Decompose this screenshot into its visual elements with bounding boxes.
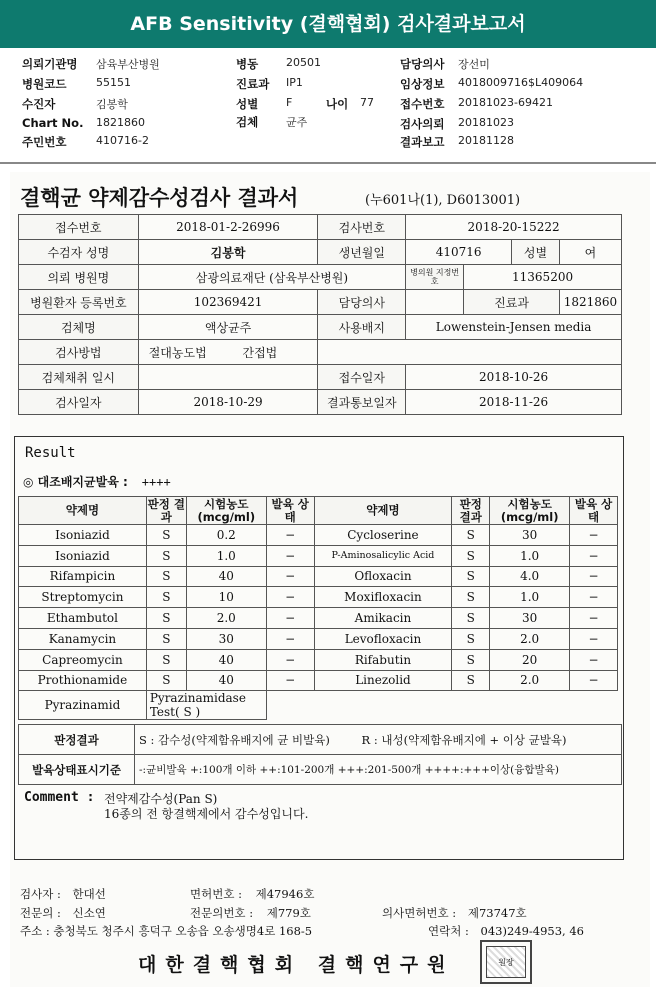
table-row: [19, 525, 618, 546]
header-value: 균주: [286, 116, 308, 129]
footer-value: 043)249-4953, 46: [480, 924, 584, 938]
table-row: [19, 340, 622, 365]
table-row: [19, 315, 622, 340]
drug-concentration: 1.0: [186, 545, 266, 566]
header-label: 수진자: [22, 97, 56, 111]
drug-judgement: S: [452, 608, 490, 629]
header-value: F: [286, 96, 293, 109]
drug-name: Rifabutin: [314, 649, 452, 670]
comment-block: [24, 790, 309, 821]
info-value: 김봉학: [138, 240, 318, 265]
drug-judgement: S: [452, 566, 490, 587]
drug-concentration: 30: [490, 608, 570, 629]
drug-name: Kanamycin: [19, 628, 147, 649]
drug-concentration: 40: [186, 670, 266, 691]
table-row: [19, 215, 622, 240]
criteria-s: S : 감수성(약제함유배지에 균 비발육): [139, 732, 330, 747]
header-label: 진료과: [236, 77, 270, 91]
header-label: 검체: [236, 115, 259, 129]
drug-name: P-Aminosalicylic Acid: [314, 545, 452, 566]
method-absolute: 절대농도법: [148, 345, 207, 360]
info-label: 검사방법: [19, 340, 139, 365]
drug-name: Pyrazinamid: [19, 691, 147, 720]
table-header-row: [19, 497, 618, 525]
table-row: [19, 628, 618, 649]
control-growth-value: ++++: [141, 475, 171, 489]
drug-judgement: S: [146, 587, 186, 608]
info-value: 여: [559, 240, 621, 265]
drug-growth: −: [570, 670, 618, 691]
drug-concentration: 1.0: [490, 545, 570, 566]
table-row: [19, 290, 622, 315]
header-label: 병동: [236, 57, 259, 71]
footer-label: 의사면허번호 :: [382, 906, 457, 920]
drug-growth: −: [266, 628, 314, 649]
drug-concentration: 30: [490, 525, 570, 546]
drug-name: Isoniazid: [19, 545, 147, 566]
table-row: [19, 390, 622, 415]
footer-spec-no: [190, 905, 311, 921]
drug-concentration: 20: [490, 649, 570, 670]
info-value: [138, 340, 318, 365]
report-code: (누601나(1), D6013001): [365, 193, 521, 208]
drug-judgement: S: [146, 545, 186, 566]
footer-value: 제47946호: [255, 887, 315, 901]
header-label: 임상정보: [400, 77, 445, 91]
drug-name: Linezolid: [314, 670, 452, 691]
drug-name: Capreomycin: [19, 649, 147, 670]
info-label: 생년월일: [318, 240, 406, 265]
footer-doctor-license: [382, 905, 527, 921]
header-value: 김봉학: [96, 98, 128, 111]
drug-name: Streptomycin: [19, 587, 147, 608]
drug-name: Isoniazid: [19, 525, 147, 546]
drug-judgement: S: [146, 525, 186, 546]
comment-line: 16종의 전 항결핵제에서 감수성입니다.: [104, 807, 309, 821]
drug-growth: −: [570, 628, 618, 649]
header-value: 410716-2: [96, 134, 149, 147]
drug-growth: −: [570, 608, 618, 629]
table-row: [19, 566, 618, 587]
header-label: 접수번호: [400, 97, 445, 111]
info-value: 2018-10-26: [406, 365, 622, 390]
method-indirect: 간접법: [242, 345, 278, 360]
table-row: [19, 691, 618, 720]
header-value: 55151: [96, 76, 131, 89]
comment-line: 전약제감수성(Pan S): [104, 792, 218, 806]
header-label: 검사의뢰: [400, 117, 445, 131]
header-value: 삼육부산병원: [96, 58, 160, 71]
drug-concentration: 40: [186, 649, 266, 670]
drug-judgement: S: [452, 545, 490, 566]
footer-label: 면허번호 :: [190, 887, 242, 901]
header-label: 나이: [326, 97, 349, 111]
footer-label: 연락처 :: [428, 924, 469, 938]
info-value: 액상균주: [138, 315, 318, 340]
table-row: [19, 545, 618, 566]
drug-name: Prothionamide: [19, 670, 147, 691]
drug-judgement: S: [146, 608, 186, 629]
drug-judgement: S: [146, 649, 186, 670]
drug-concentration: 1.0: [490, 587, 570, 608]
table-row: [19, 670, 618, 691]
control-growth: [23, 473, 171, 490]
table-row: [19, 725, 622, 755]
drug-name: Ofloxacin: [314, 566, 452, 587]
drug-judgement: S: [146, 670, 186, 691]
header-value: 1821860: [96, 116, 145, 129]
order-header: [0, 52, 656, 162]
info-value: 410716: [406, 240, 512, 265]
drug-growth: −: [266, 649, 314, 670]
drug-growth: −: [570, 566, 618, 587]
drug-growth: −: [570, 525, 618, 546]
col-conc: 시험농도 (mcg/ml): [490, 497, 570, 525]
control-growth-label: ◎ 대조배지균발육 :: [23, 475, 128, 489]
comment-label: Comment :: [24, 790, 95, 805]
institution-name: 대한결핵협회 결핵연구원: [138, 954, 455, 976]
drug-name: Cycloserine: [314, 525, 452, 546]
table-row: [19, 587, 618, 608]
header-value: 20181023: [458, 116, 514, 129]
info-value: 2018-01-2-26996: [138, 215, 318, 240]
drug-growth: −: [266, 587, 314, 608]
info-label: 검체채취 일시: [19, 365, 139, 390]
header-value: 장선미: [458, 58, 490, 71]
col-judge: 판정 결과: [452, 497, 490, 525]
footer-value: 제73747호: [467, 906, 527, 920]
header-label: Chart No.: [22, 116, 84, 130]
table-row: [19, 365, 622, 390]
drug-name: Moxifloxacin: [314, 587, 452, 608]
info-value: Lowenstein-Jensen media: [406, 315, 622, 340]
criteria-label: 판정결과: [19, 725, 135, 755]
footer-examiner: [20, 886, 106, 902]
info-value: 1821860: [559, 290, 621, 315]
header-divider: [0, 162, 656, 164]
col-judge: 판정 결과: [147, 496, 185, 524]
table-row: [19, 755, 622, 785]
header-label: 담당의사: [400, 57, 445, 71]
info-value: 2018-11-26: [406, 390, 622, 415]
info-label: 접수일자: [318, 365, 406, 390]
scanned-report: [10, 172, 650, 987]
drug-concentration: 2.0: [490, 628, 570, 649]
drug-concentration: 40: [186, 566, 266, 587]
header-value: 20181023-69421: [458, 96, 553, 109]
info-label: 수검자 성명: [19, 240, 139, 265]
criteria-table: [18, 724, 622, 785]
col-drug: 약제명: [314, 497, 452, 525]
drug-concentration: 2.0: [490, 670, 570, 691]
criteria-text: -:균비발육 +:100개 이하 ++:101-200개 +++:201-500개 ++++:+++이상(융합발육): [135, 755, 622, 785]
footer-license: [190, 886, 314, 902]
info-label: 검체명: [19, 315, 139, 340]
info-label: 담당의사: [318, 290, 406, 315]
drug-judgement: S: [452, 525, 490, 546]
criteria-label: 발육상태표시기준: [19, 755, 135, 785]
info-label: 진료과: [464, 290, 560, 315]
drug-growth: −: [266, 670, 314, 691]
drug-judgement: S: [452, 587, 490, 608]
col-drug: 약제명: [19, 497, 147, 525]
table-row: [19, 240, 622, 265]
header-label: 성별: [236, 97, 259, 111]
info-value: 삼광의료재단 (삼육부산병원): [138, 265, 406, 290]
drug-judgement: S: [452, 649, 490, 670]
drug-growth: −: [570, 587, 618, 608]
info-label: 사용배지: [318, 315, 406, 340]
info-label: 접수번호: [19, 215, 139, 240]
drug-growth: −: [266, 545, 314, 566]
footer-label: 전문의 :: [20, 906, 61, 920]
info-label: 검사번호: [318, 215, 406, 240]
footer-value: 한대선: [72, 887, 106, 901]
drug-growth: −: [266, 608, 314, 629]
table-row: [19, 649, 618, 670]
drug-judgement: S: [146, 628, 186, 649]
info-label: 의뢰 병원명: [19, 265, 139, 290]
drug-concentration: 2.0: [186, 608, 266, 629]
report-banner-title: AFB Sensitivity (결핵협회) 검사결과보고서: [0, 0, 656, 48]
footer-value: 신소연: [72, 906, 106, 920]
footer-label: 검사자 :: [20, 887, 61, 901]
col-growth: 발육 상태: [266, 497, 314, 525]
drug-growth: −: [570, 649, 618, 670]
seal-text: 원장: [486, 946, 526, 978]
drug-name: Amikacin: [314, 608, 452, 629]
header-label: 병원코드: [22, 77, 67, 91]
drug-growth: −: [266, 566, 314, 587]
drug-judgement: S: [146, 566, 186, 587]
criteria-text: [135, 725, 622, 755]
criteria-r: R : 내성(약제함유배지에 + 이상 균발육): [361, 732, 567, 747]
table-row: [19, 608, 618, 629]
header-label: 주민번호: [22, 135, 67, 149]
info-label: 병원환자 등록번호: [19, 290, 139, 315]
drug-name: Levofloxacin: [314, 628, 452, 649]
header-label: 결과보고: [400, 135, 445, 149]
header-value: 4018009716$L409064: [458, 76, 584, 89]
info-value: 2018-20-15222: [406, 215, 622, 240]
info-value: 11365200: [464, 265, 622, 290]
footer-label: 전문의번호 :: [190, 906, 254, 920]
col-growth: 발육 상태: [570, 497, 618, 525]
drug-name: Ethambutol: [19, 608, 147, 629]
header-value: IP1: [286, 76, 303, 89]
drug-concentration: 10: [186, 587, 266, 608]
info-empty: [318, 340, 622, 365]
drug-concentration: 30: [186, 628, 266, 649]
footer-address: 주소 : 충청북도 청주시 흥덕구 오송읍 오송생명4로 168-5: [20, 924, 313, 938]
header-label: 의뢰기관명: [22, 57, 78, 71]
info-value: [138, 365, 318, 390]
drug-name: Rifampicin: [19, 566, 147, 587]
footer-value: 제779호: [266, 906, 311, 920]
info-value: 102369421: [138, 290, 318, 315]
drug-growth: −: [570, 545, 618, 566]
header-value: 77: [360, 96, 374, 109]
footer-phone: [428, 923, 584, 939]
header-value: 20501: [286, 56, 321, 69]
info-label: 병의원 지정번호: [406, 265, 464, 290]
table-row: [19, 265, 622, 290]
official-seal-icon: [480, 940, 532, 984]
info-label: 검사일자: [19, 390, 139, 415]
report-title: 결핵균 약제감수성검사 결과서: [20, 185, 299, 210]
footer-specialist: [20, 905, 106, 921]
info-value: 2018-10-29: [138, 390, 318, 415]
drug-test: Pyrazinamidase Test( S ): [146, 691, 266, 720]
patient-info-table: [18, 214, 622, 415]
info-label: 결과통보일자: [318, 390, 406, 415]
drug-susceptibility-table: [18, 496, 618, 720]
info-label: 성별: [512, 240, 560, 265]
drug-concentration: 4.0: [490, 566, 570, 587]
col-conc: 시험농도 (mcg/ml): [186, 497, 266, 525]
result-title: Result: [25, 445, 76, 461]
drug-judgement: S: [452, 670, 490, 691]
info-value: [406, 290, 464, 315]
header-value: 20181128: [458, 134, 514, 147]
empty-cell: [266, 691, 617, 720]
drug-concentration: 0.2: [186, 525, 266, 546]
drug-growth: −: [266, 525, 314, 546]
drug-judgement: S: [452, 628, 490, 649]
